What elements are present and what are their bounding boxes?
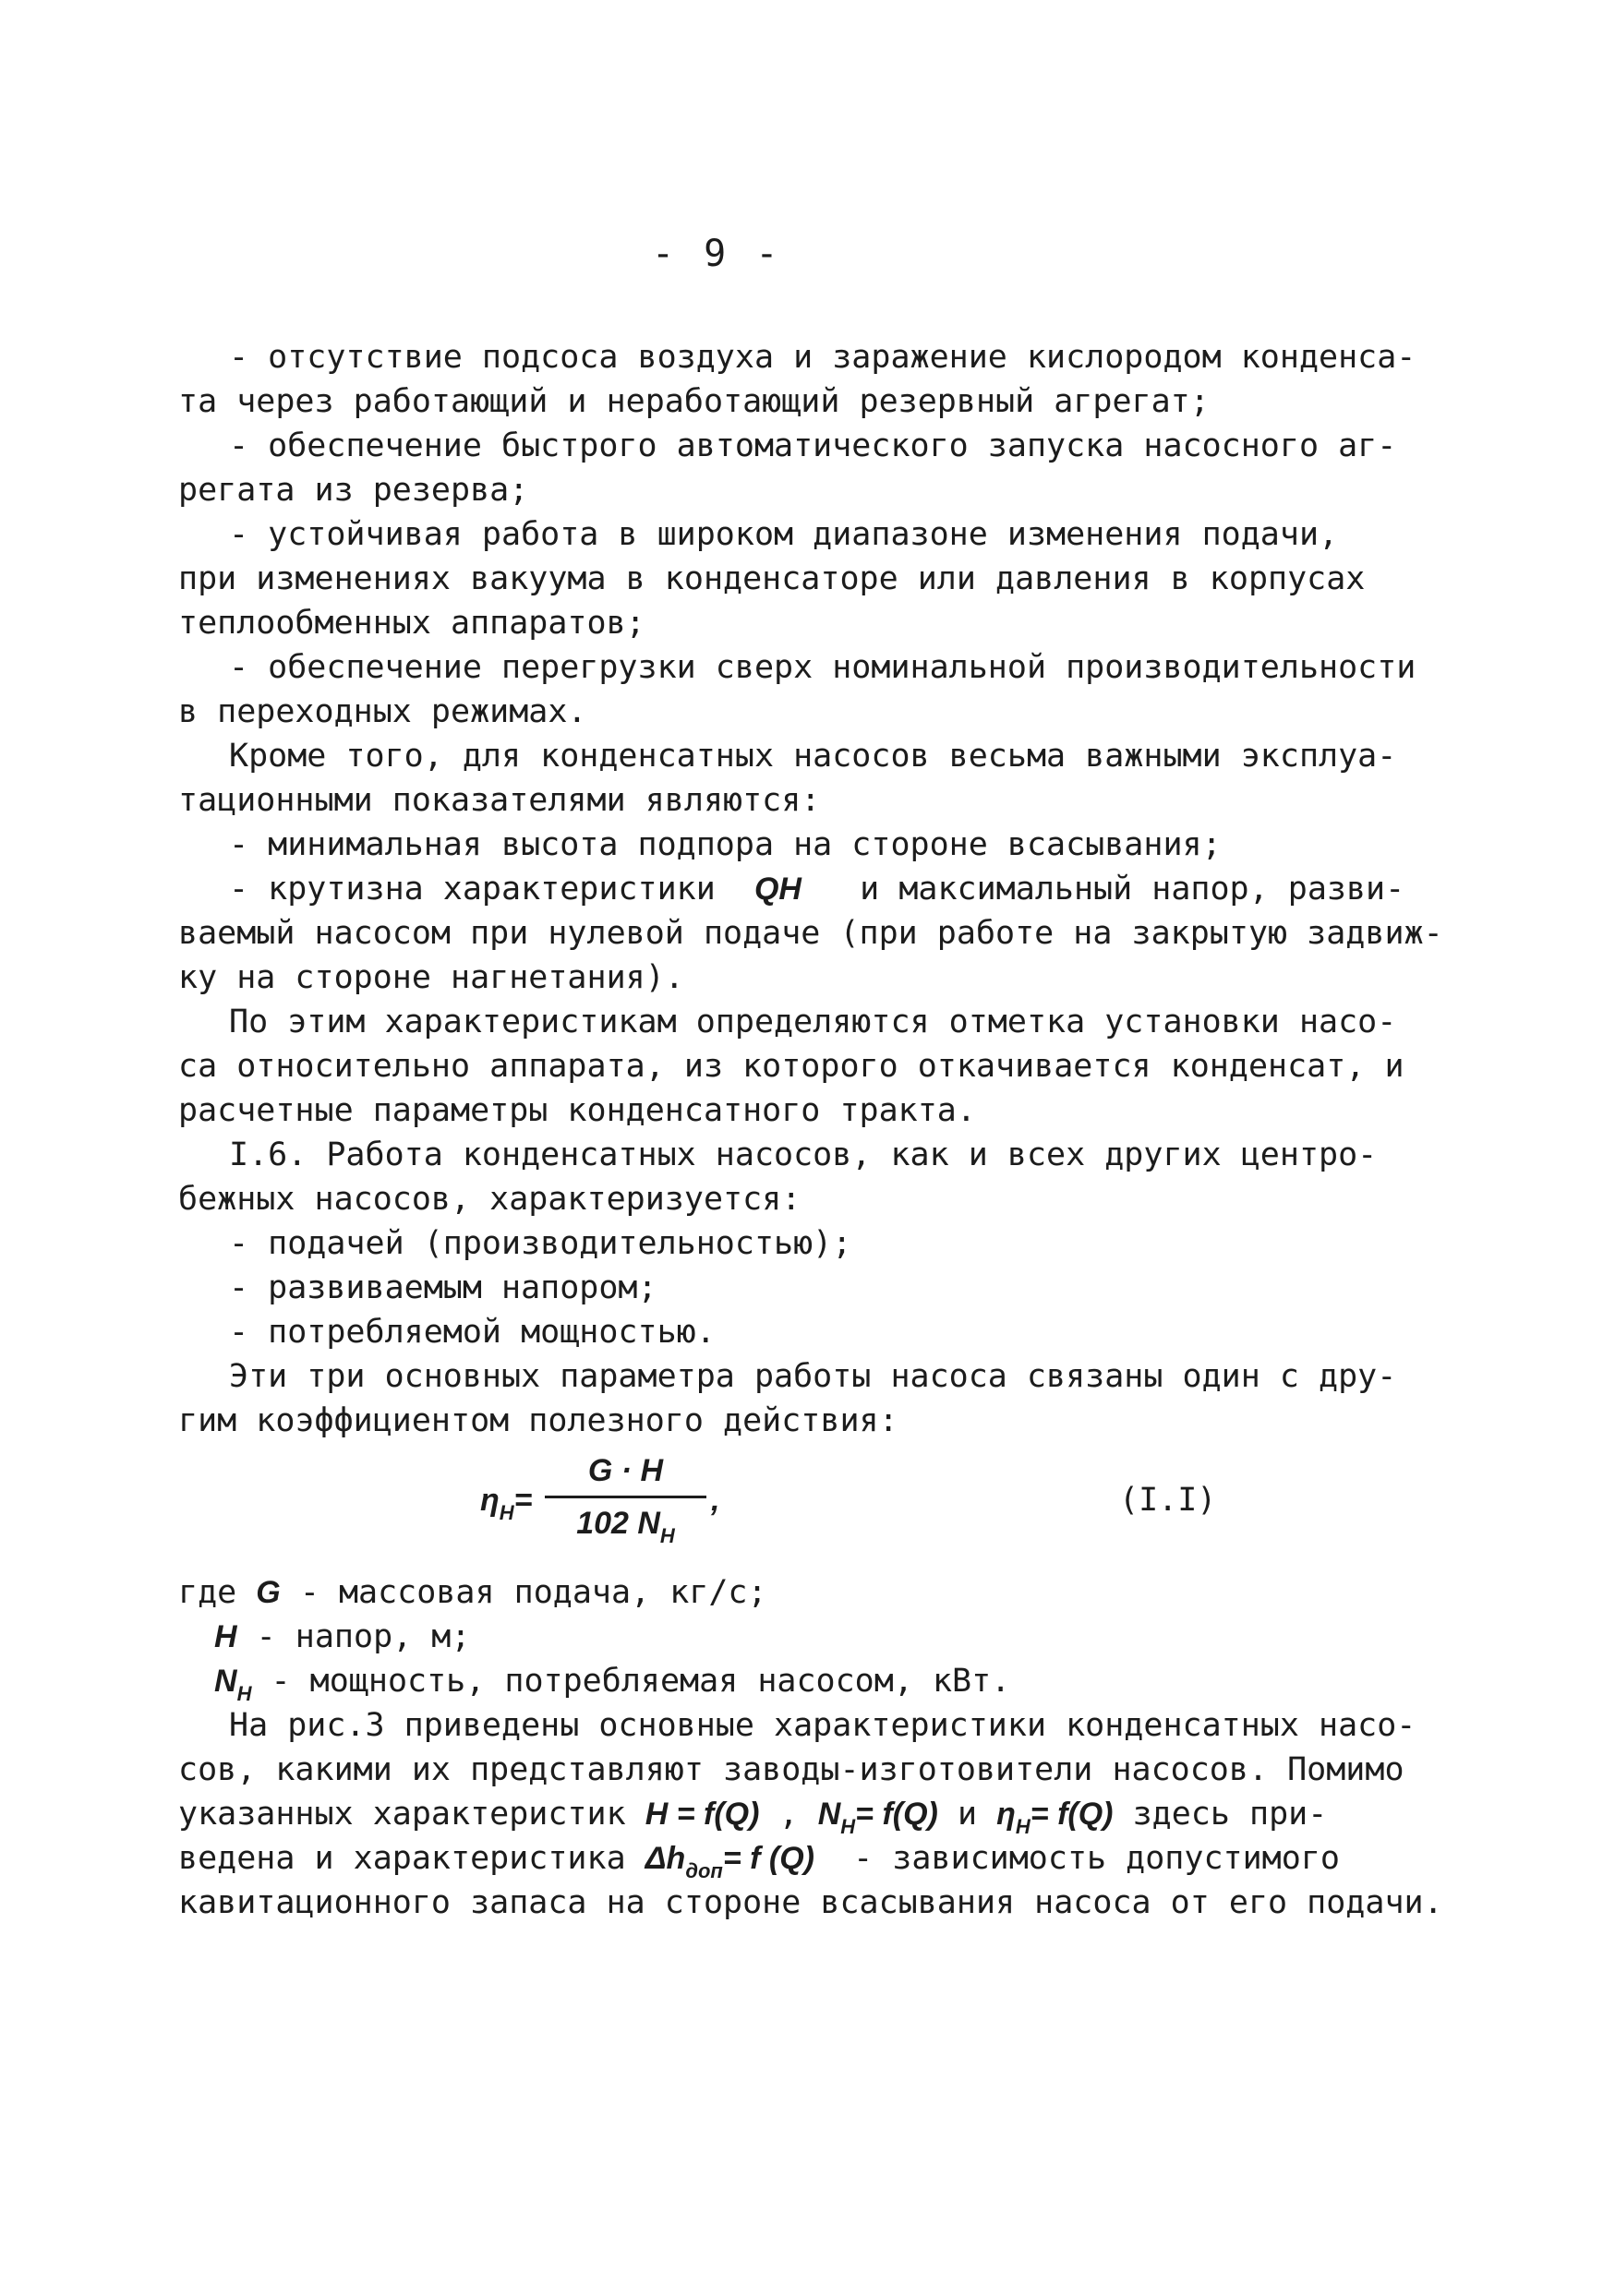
text-line: - отсутствие подсоса воздуха и заражение кислородом конденса- — [229, 339, 1416, 376]
text-line: бежных насосов, характеризуется: — [178, 1181, 801, 1218]
formula-numerator: G · H — [587, 1453, 664, 1488]
text-line — [229, 868, 1404, 910]
formula-fraction — [545, 1448, 706, 1546]
text-line: - минимальная высота подпора на стороне всасывания; — [229, 826, 1222, 863]
text-line: - устойчивая работа в широком диапазоне изменения подачи, — [229, 516, 1339, 553]
math-nh: $N_H$ — [214, 1664, 252, 1705]
text-line: Кроме того, для конденсатных насосов весьма важными эксплуа- — [229, 738, 1397, 775]
text-line: Эти три основных параметра работы насоса связаны один с дру- — [229, 1358, 1397, 1395]
page-number: - 9 - — [652, 233, 782, 275]
text-line: са относительно аппарата, из которого откачивается конденсат, и — [178, 1048, 1404, 1085]
text-segment: - крутизна характеристики — [229, 871, 716, 908]
math-nh-of-q: $N_H= f(Q)$ — [817, 1797, 938, 1838]
formula-denominator: 102 $N_H$ — [576, 1506, 675, 1547]
fraction-bar — [545, 1496, 706, 1498]
formula-lhs: $\eta_H=$ — [480, 1483, 533, 1524]
text-line: ку на стороне нагнетания). — [178, 959, 684, 996]
math-dh-of-q: $\Delta h_{доп}= f$ (Q) — [645, 1841, 814, 1882]
text-line: регата из резерва; — [178, 472, 529, 509]
text-line: - обеспечение перегрузки сверх номинальной производительности — [229, 649, 1416, 686]
text-segment: и максимальный напор, разви- — [860, 871, 1405, 908]
math-h: H — [214, 1619, 237, 1654]
text-line: сов, какими их представляют заводы-изготовители насосов. Помимо — [178, 1751, 1404, 1788]
text-line: гим коэффициентом полезного действия: — [178, 1402, 898, 1439]
efficiency-formula — [480, 1448, 757, 1558]
text-line: указанных характеристик H = f(Q) , $N_H= f(Q)$ и $\eta_H= f(Q)$ здесь при- — [178, 1796, 1328, 1838]
math-eta-of-q: $\eta_H= f(Q)$ — [996, 1797, 1114, 1838]
text-line: кавитационного запаса на стороне всасывания насоса от его подачи. — [178, 1884, 1443, 1921]
text-line: - развиваемым напором; — [229, 1269, 657, 1306]
text-line: при изменениях вакуума в конденсаторе или давления в корпусах — [178, 560, 1366, 597]
text-line: та через работающий и неработающий резервный агрегат; — [178, 383, 1210, 420]
text-line: - обеспечение быстрого автоматического запуска насосного аг- — [229, 427, 1397, 464]
math-h-of-q: H = f(Q) — [645, 1797, 760, 1832]
text-line: тационными показателями являются: — [178, 782, 821, 819]
text-line: На рис.3 приведены основные характеристики конденсатных насо- — [229, 1707, 1416, 1744]
text-line: I.6. Работа конденсатных насосов, как и всех других центро- — [229, 1136, 1378, 1173]
math-qh: QH — [753, 872, 801, 907]
definition-line: где G - массовая подача, кг/с; — [178, 1574, 767, 1611]
definition-line: H - напор, м; — [214, 1618, 471, 1655]
definition-line: $N_H$ - мощность, потребляемая насосом, кВт. — [214, 1663, 1011, 1705]
equation-number: (I.I) — [1119, 1482, 1217, 1519]
formula-comma: , — [711, 1483, 720, 1518]
text-line: теплообменных аппаратов; — [178, 605, 645, 642]
text-line: ваемый насосом при нулевой подаче (при работе на закрытую задвиж- — [178, 915, 1443, 952]
text-line: - потребляемой мощностью. — [229, 1314, 716, 1351]
text-line: - подачей (производительностью); — [229, 1225, 852, 1262]
text-line: По этим характеристикам определяются отметка установки насо- — [229, 1004, 1397, 1040]
math-g: G — [256, 1575, 281, 1610]
text-line: ведена и характеристика $\Delta h_{доп}= f$ (Q) - зависимость допустимого — [178, 1840, 1340, 1882]
text-line: в переходных режимах. — [178, 693, 587, 730]
text-line: расчетные параметры конденсатного тракта. — [178, 1092, 976, 1129]
